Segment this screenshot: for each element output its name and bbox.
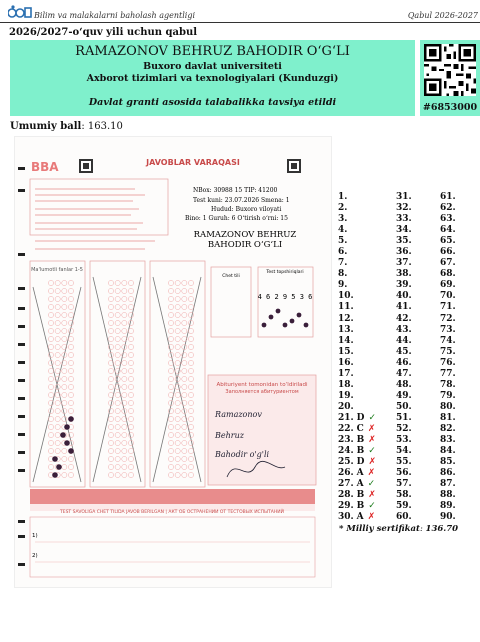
answer-row: 50. [396, 401, 412, 412]
answer-number: 6. [338, 247, 348, 258]
answer-row: 73. [440, 324, 456, 335]
svg-text:Test kuni: 23.07.2026 Smena:: Test kuni: 23.07.2026 Smena: 1 [193, 197, 290, 204]
answer-number: 13. [338, 324, 354, 335]
answer-row: 88. [440, 490, 456, 501]
sheet-logo-icon: BBA [31, 160, 59, 174]
svg-text:TEST SAVOLIGA CHET TILIDA JAVO: TEST SAVOLIGA CHET TILIDA JAVOB BERILGAN | АКТ ОБ ОСТРАНЕНИИ ОТ ТЕСТОВЫХ ИСПЫТАНИЙ [59, 510, 285, 515]
answer-row: 31. [396, 192, 412, 202]
answer-row: 63. [440, 214, 456, 225]
answer-number: 1. [338, 192, 348, 202]
svg-text:Test topshiriqlari: Test topshiriqlari [266, 270, 304, 275]
answer-number: 27. [338, 479, 354, 490]
answer-row: 76. [440, 357, 456, 368]
answer-row: 75. [440, 346, 456, 357]
answer-row: 79. [440, 390, 456, 401]
answer-number: 22. [338, 423, 354, 434]
answer-row: 34. [396, 225, 412, 236]
answer-number: 28. [338, 490, 354, 501]
answer-row: 68. [440, 269, 456, 280]
answer-row [338, 258, 382, 269]
answer-number: 16. [338, 357, 354, 368]
answer-row [338, 446, 382, 457]
answer-row [338, 214, 382, 225]
answer-row [338, 192, 382, 203]
national-certificate: * Milliy sertifikat: 136.70 [339, 524, 459, 534]
answer-letter: B [356, 446, 365, 457]
answer-number: 4. [338, 225, 348, 236]
speciality-name: Axborot tizimlari va texnologiyalari (Kunduzgi) [86, 73, 339, 84]
answer-row [338, 435, 382, 446]
answer-number: 18. [338, 379, 354, 390]
answer-row [338, 236, 382, 247]
answer-number: 12. [338, 313, 354, 324]
answer-row [338, 479, 382, 490]
certificate-value: 136.70 [425, 524, 459, 534]
svg-text:Behruz: Behruz [215, 431, 244, 440]
student-name: RAMAZONOV BEHRUZ BAHODIR O‘G‘LI [75, 44, 350, 59]
answer-row [338, 490, 382, 501]
answer-row [338, 336, 382, 347]
answer-letter: D [356, 457, 365, 468]
answer-row: 80. [440, 401, 456, 412]
answer-number: 5. [338, 236, 348, 247]
wrong-icon: ✗ [367, 512, 376, 523]
answer-row: 67. [440, 258, 456, 269]
answer-row: 33. [396, 214, 412, 225]
university-name: Buxoro davlat universiteti [143, 61, 282, 72]
answer-row: 82. [440, 423, 456, 434]
answer-row: 89. [440, 501, 456, 512]
answer-row: 87. [440, 479, 456, 490]
answer-row [338, 369, 382, 380]
answer-letter: D [356, 412, 365, 423]
answer-row: 62. [440, 203, 456, 214]
answer-row [338, 457, 382, 468]
svg-text:2): 2) [32, 553, 38, 559]
answer-row: 44. [396, 335, 412, 346]
answer-row [338, 501, 382, 512]
agency-logo [8, 4, 32, 18]
answer-letter: B [356, 501, 365, 512]
wrong-icon: ✗ [368, 435, 376, 446]
answer-row: 72. [440, 313, 456, 324]
answer-row: 81. [440, 412, 456, 423]
answer-row: 53. [396, 435, 412, 446]
correct-icon: ✓ [368, 446, 376, 457]
answer-row: 48. [396, 379, 412, 390]
wrong-icon: ✗ [367, 468, 376, 479]
total-score-label: Umumiy ball [10, 121, 82, 132]
svg-text:Ramazonov: Ramazonov [215, 410, 262, 419]
answer-row: 38. [396, 269, 412, 280]
answer-row: 47. [396, 368, 412, 379]
answer-row [338, 225, 382, 236]
answer-row [338, 347, 382, 358]
answer-row [338, 314, 382, 325]
correct-icon: ✓ [368, 501, 376, 512]
answer-number: 29. [338, 501, 354, 512]
answer-sheet-scan [14, 136, 332, 588]
svg-text:Bino: 1 Guruh: 6 O‘tirish o‘: Bino: 1 Guruh: 6 O‘tirish o‘rni: 15 [185, 215, 288, 222]
svg-text:Chet tili: Chet tili [222, 274, 240, 279]
answer-letter: B [356, 490, 365, 501]
answer-row [338, 358, 382, 369]
svg-text:Заполняется абитуриентом: Заполняется абитуриентом [225, 389, 299, 395]
answer-row: 78. [440, 379, 456, 390]
answer-row [338, 402, 382, 413]
answer-number: 25. [338, 457, 354, 468]
answer-row: 74. [440, 335, 456, 346]
answer-letter: C [356, 423, 364, 434]
answer-row: 58. [396, 490, 412, 501]
answer-row [338, 380, 382, 391]
answer-row [338, 391, 382, 402]
answer-row: 37. [396, 258, 412, 269]
answer-row [338, 302, 382, 313]
answer-row: 39. [396, 280, 412, 291]
correct-icon: ✓ [367, 479, 376, 490]
qr-code-icon [424, 42, 476, 98]
answer-number: 11. [338, 302, 354, 313]
svg-text:4 6 2 9 5 3 6: 4 6 2 9 5 3 6 [257, 293, 313, 301]
answer-row: 49. [396, 390, 412, 401]
answer-row: 32. [396, 203, 412, 214]
answer-number: 15. [338, 346, 354, 357]
answer-number: 8. [338, 269, 348, 280]
answer-row: 90. [440, 512, 456, 523]
answer-row: 86. [440, 468, 456, 479]
answer-row: 84. [440, 446, 456, 457]
sheet-title: JAVOBLAR VARAQASI [146, 158, 240, 167]
answer-row: 52. [396, 423, 412, 434]
answer-row [338, 468, 382, 479]
answer-key [338, 192, 480, 522]
certificate-label: * Milliy sertifikat [339, 524, 420, 534]
answer-row [338, 203, 382, 214]
answer-number: 23. [338, 435, 354, 446]
answer-row: 71. [440, 302, 456, 313]
student-id: #6853000 [422, 102, 478, 113]
answer-letter: A [356, 512, 364, 523]
answer-row: 36. [396, 247, 412, 258]
svg-text:Bahodir o'g'li: Bahodir o'g'li [215, 450, 270, 459]
answer-row: 42. [396, 313, 412, 324]
answer-row: 64. [440, 225, 456, 236]
answer-row: 70. [440, 291, 456, 302]
answer-row: 55. [396, 457, 412, 468]
wrong-icon: ✗ [368, 457, 377, 468]
answer-row [338, 325, 382, 336]
svg-text:NBox: 30988 15 TIP: 41200: NBox: 30988 15 TIP: 41200 [193, 187, 278, 194]
answer-row: 59. [396, 501, 412, 512]
qr-panel [420, 40, 480, 116]
answer-number: 2. [338, 203, 348, 214]
answer-number: 7. [338, 258, 348, 269]
total-score-value: 163.10 [87, 121, 123, 132]
answer-number: 3. [338, 214, 348, 225]
answer-letter: A [356, 479, 364, 490]
answer-number: 14. [338, 335, 354, 346]
svg-text:1): 1) [32, 533, 38, 539]
answer-row: 56. [396, 468, 412, 479]
answer-row: 66. [440, 247, 456, 258]
top-bar [0, 0, 480, 23]
answer-row: 85. [440, 457, 456, 468]
answer-row [338, 512, 382, 523]
svg-text:Ma'lumotli fanlar 1-5: Ma'lumotli fanlar 1-5 [31, 267, 83, 273]
grant-status: Davlat granti asosida talabalikka tavsiya etildi [88, 97, 337, 108]
svg-text:Abituriyent tomonidan to‘ldiri: Abituriyent tomonidan to‘ldiriladi [216, 382, 308, 388]
timing-marks [18, 167, 25, 566]
svg-text:Hudud: Buxoro viloyati: Hudud: Buxoro viloyati [211, 206, 282, 213]
answer-row [338, 413, 382, 424]
answer-number: 9. [338, 280, 348, 291]
answer-row: 77. [440, 368, 456, 379]
answer-row: 45. [396, 346, 412, 357]
answer-row: 69. [440, 280, 456, 291]
answer-number: 26. [338, 468, 354, 479]
svg-text:BAHODIR O‘G‘LI: BAHODIR O‘G‘LI [207, 240, 283, 250]
answer-row: 43. [396, 324, 412, 335]
answer-row: 46. [396, 357, 412, 368]
answer-number: 24. [338, 446, 354, 457]
answer-row [338, 280, 382, 291]
agency-name: Bilim va malakalarni baholash agentligi [34, 11, 195, 20]
wrong-icon: ✗ [368, 490, 376, 501]
answer-letter: A [356, 468, 364, 479]
answer-row: 35. [396, 236, 412, 247]
answer-row: 65. [440, 236, 456, 247]
answer-row: 61. [440, 192, 456, 202]
answer-letter: B [356, 435, 365, 446]
answer-row: 57. [396, 479, 412, 490]
answer-row: 83. [440, 435, 456, 446]
answer-row: 40. [396, 291, 412, 302]
total-score: Umumiy ball: 163.10 [10, 121, 123, 132]
answer-number: 19. [338, 390, 354, 401]
admission-label: Qabul 2026-2027 [407, 11, 478, 20]
year-line: 2026/2027-o‘quv yili uchun qabul [9, 27, 198, 38]
answer-row [338, 291, 382, 302]
answer-row [338, 247, 382, 258]
answer-row [338, 269, 382, 280]
student-banner [10, 40, 415, 116]
answer-number: 21. [338, 412, 354, 423]
correct-icon: ✓ [368, 412, 377, 423]
answer-number: 10. [338, 291, 354, 302]
answer-row [338, 424, 382, 435]
wrong-icon: ✗ [367, 423, 376, 434]
answer-row: 54. [396, 446, 412, 457]
answer-number: 20. [338, 401, 354, 412]
svg-text:RAMAZONOV BEHRUZ: RAMAZONOV BEHRUZ [193, 230, 297, 240]
answer-number: 17. [338, 368, 354, 379]
answer-row: 41. [396, 302, 412, 313]
answer-number: 30. [338, 512, 354, 523]
answer-row: 51. [396, 412, 412, 423]
answer-row: 60. [396, 512, 412, 523]
